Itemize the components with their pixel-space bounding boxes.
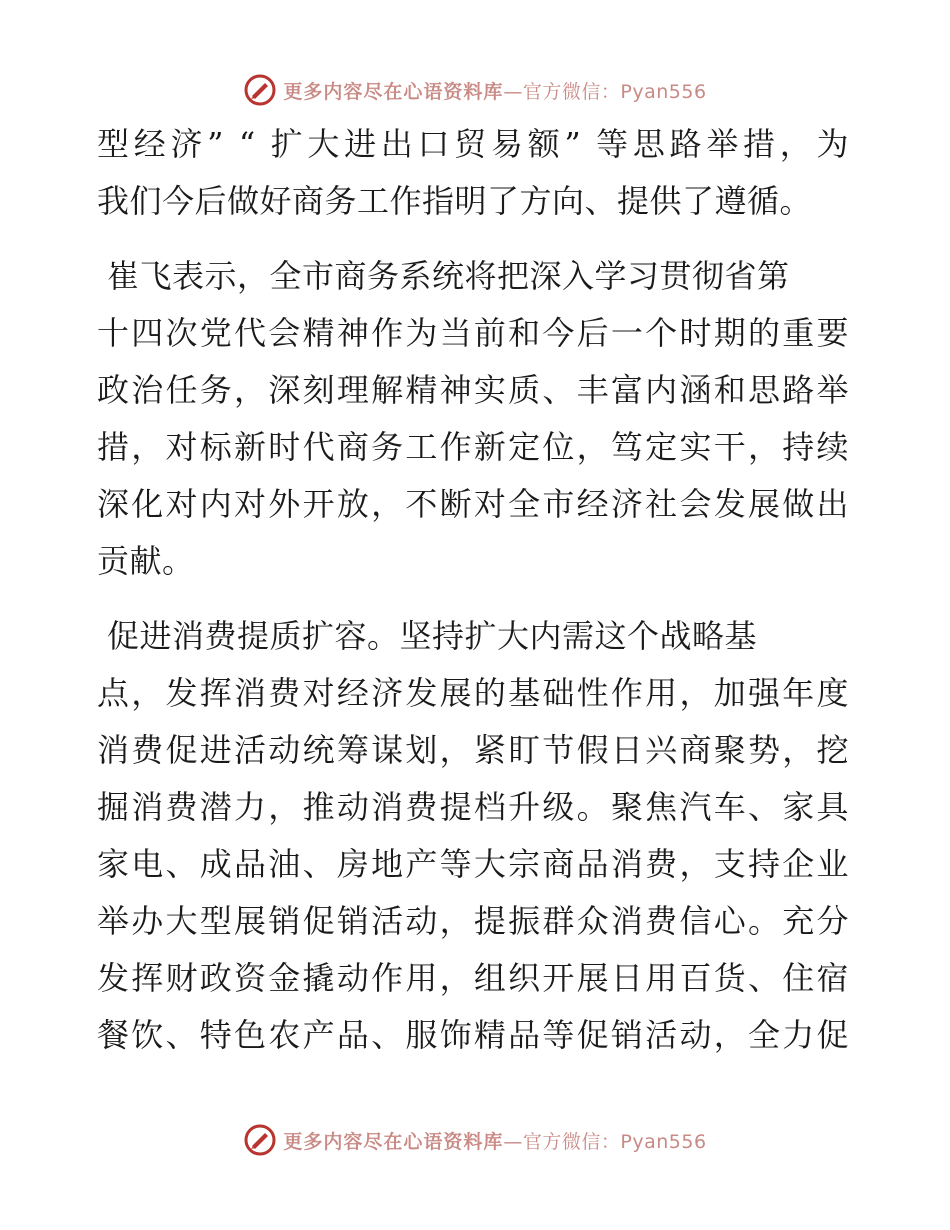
header-watermark-contact: —官方微信：Pyan556: [503, 80, 707, 103]
text-line: 贡献。: [97, 542, 195, 580]
text-line: 家电、成品油、房地产等大宗商品消费，支持企业: [97, 845, 849, 883]
brand-logo-icon: [243, 1123, 277, 1157]
paragraph-3: [97, 608, 849, 1064]
footer-watermark: [0, 1120, 950, 1160]
paragraph-2: [97, 248, 849, 590]
document-body: [97, 116, 849, 1064]
text-line: 崔飞表示，全市商务系统将把深入学习贯彻省第: [107, 257, 790, 295]
text-line: 掘消费潜力，推动消费提档升级。聚焦汽车、家具: [97, 788, 849, 826]
text-line: 促进消费提质扩容。坚持扩大内需这个战略基: [107, 617, 758, 655]
text-line: 我们今后做好商务工作指明了方向、提供了遵循。: [97, 182, 813, 220]
footer-watermark-contact: —官方微信：Pyan556: [503, 1130, 707, 1153]
text-line: 政治任务，深刻理解精神实质、丰富内涵和思路举: [97, 371, 849, 409]
header-watermark-text: 更多内容尽在心语资料库: [283, 80, 504, 103]
text-line: 消费促进活动统筹谋划，紧盯节假日兴商聚势，挖: [97, 731, 849, 769]
text-line: 餐饮、特色农产品、服饰精品等促销活动，全力促: [97, 1016, 849, 1054]
brand-logo-icon: [243, 73, 277, 107]
text-line: 点，发挥消费对经济发展的基础性作用，加强年度: [97, 674, 849, 712]
footer-watermark-text: 更多内容尽在心语资料库: [283, 1130, 504, 1153]
text-line: 举办大型展销促销活动，提振群众消费信心。充分: [97, 902, 849, 940]
text-line: 发挥财政资金撬动作用，组织开展日用百货、住宿: [97, 959, 849, 997]
text-line: 深化对内对外开放，不断对全市经济社会发展做出: [97, 485, 849, 523]
text-line: 十四次党代会精神作为当前和今后一个时期的重要: [97, 314, 849, 352]
header-watermark: [0, 70, 950, 110]
text-line: 型经济” “ 扩大进出口贸易额” 等思路举措，为: [97, 125, 849, 163]
paragraph-1: [97, 116, 849, 230]
text-line: 措，对标新时代商务工作新定位，笃定实干，持续: [97, 428, 849, 466]
